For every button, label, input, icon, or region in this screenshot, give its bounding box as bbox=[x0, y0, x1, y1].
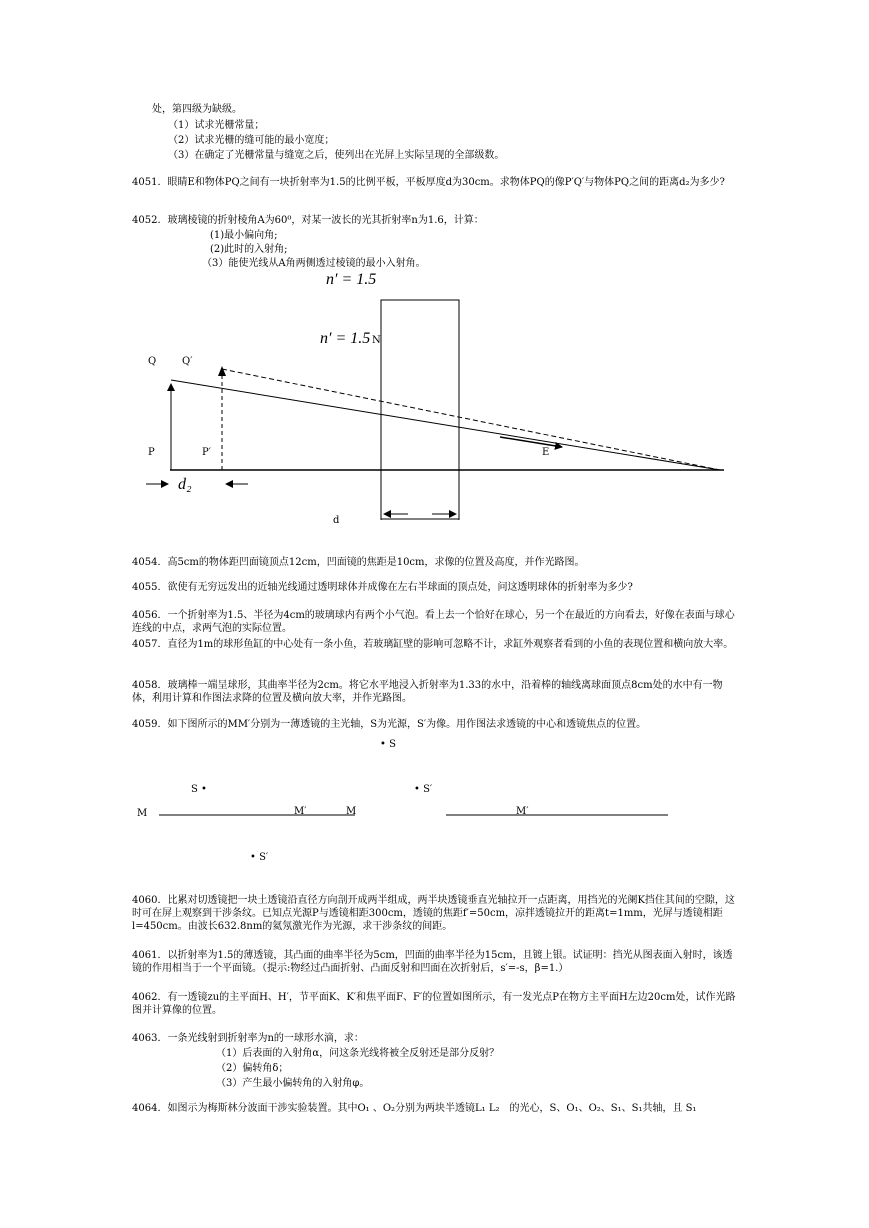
label-S-left: S • bbox=[191, 784, 207, 795]
label-M-prime-right: M′ bbox=[516, 806, 529, 817]
problem-4057: 4057．直径为1m的球形鱼缸的中心处有一条小鱼，若玻璃缸壁的影响可忽略不计，求缸外观察者看到的小鱼的表现位置和横向放大率。 bbox=[132, 639, 734, 650]
problem-4054: 4054．高5cm的物体距凹面镜顶点12cm，凹面镜的焦距是10cm，求像的位置及高度，并作光路图。 bbox=[132, 557, 585, 568]
problem-4061: 4061．以折射率为1.5的薄透镜，其凸面的曲率半径为5cm，凹面的曲率半径为15cm，且镀上银。试证明：挡光从图表面入射时，该透镜的作用相当于一个平面镜。（提示:物经过凸面折射、凸面反射和凹面在次折射后，s′=-s，β=1.） bbox=[132, 950, 733, 974]
problem-4056: 4056．一个折射率为1.5、半径为4cm的玻璃球内有两个小气泡。看上去一个恰好在球心，另一个在最近的方向看去，好像在表面与球心连线的中点，求两气泡的实际位置。 bbox=[132, 610, 735, 634]
label-M-mid: M bbox=[346, 806, 357, 817]
label-M-left: M bbox=[137, 808, 148, 819]
problem-4052-item-1: (1)最小偏向角; bbox=[210, 230, 278, 241]
ray-direction-arrow bbox=[500, 437, 562, 447]
problem-4063-head: 4063．一条光线射到折射率为n的一球形水滴，求： bbox=[132, 1033, 364, 1044]
intro-line: 处，第四级为缺级。 bbox=[152, 104, 242, 115]
problem-4051: 4051．眼睛E和物体PQ之间有一块折射率为1.5的比例平板，平板厚度d为30cm。求物体PQ的像P′Q′与物体PQ之间的距离d₂为多少? bbox=[132, 177, 725, 188]
problem-4058: 4058．玻璃棒一端呈球形，其曲率半径为2cm。将它水平地浸入折射率为1.33的水中，沿着棒的轴线离球面顶点8cm处的水中有一物体，利用计算和作图法求降的位置及横向放大率，并作光路图。 bbox=[132, 680, 723, 704]
label-S-prime-right: • S′ bbox=[414, 784, 433, 795]
problem-4064: 4064．如图示为梅斯林分波面干涉实验装置。其中O₁ 、O₂分别为两块半透镜L₁ L₂ 的光心，S、O₁、O₂、S₁、S₁共轴，且 S₁ bbox=[132, 1103, 697, 1114]
problem-4063-item-2: （2）偏转角δ； bbox=[216, 1063, 289, 1074]
problem-4060: 4060．比累对切透镜把一块土透镜沿直径方向剖开成两半组成，两半块透镜垂直光轴拉开一点距离，用挡光的光阑K挡住其间的空隙，这时可在屏上观察到干涉条纹。已知点光源P与透镜相距300cm，透镜的焦距f′=50cm，凉拌透镜拉开的距离t=1mm，光屏与透镜相距l=450cm。由波长632.8nm的氦氖激光作为光源，求干涉条纹的间距。 bbox=[132, 895, 735, 932]
n-prime-label-mid: n′ = 1.5 bbox=[320, 330, 371, 347]
problem-4055: 4055．欲使有无穷远发出的近轴光线通过透明球体并成像在左右半球面的顶点处，问这透明球体的折射率为多少? bbox=[132, 582, 633, 593]
image-arrowhead bbox=[218, 366, 226, 376]
virtual-ray bbox=[222, 369, 720, 470]
intro-item-2: （2）试求光栅的缝可能的最小宽度； bbox=[168, 135, 335, 146]
problem-4062: 4062．有一透镜zu的主平面H、H′，节平面K、K′和焦平面F、F′的位置如图所示，有一发光点P在物方主平面H左边20cm处，试作光路图并计算像的位置。 bbox=[132, 992, 736, 1016]
label-P: P bbox=[148, 447, 155, 458]
label-d: d bbox=[333, 515, 340, 526]
label-M-prime-mid: M′ bbox=[294, 806, 307, 817]
problem-4052-item-2: (2)此时的入射角; bbox=[210, 244, 288, 255]
problem-4063-item-3: （3）产生最小偏转角的入射角φ。 bbox=[216, 1078, 370, 1089]
problem-4052-item-3: （3）能使光线从A角两侧透过棱镜的最小入射角。 bbox=[202, 258, 426, 269]
problem-4059: 4059．如下图所示的MM′分别为一薄透镜的主光轴，S为光源，S′为像。用作图法求透镜的中心和透镜焦点的位置。 bbox=[132, 719, 647, 730]
intro-item-1: （1）试求光栅常量； bbox=[168, 120, 265, 131]
intro-item-3: （3）在确定了光栅常量与缝宽之后，使列出在光屏上实际呈现的全部级数。 bbox=[168, 150, 505, 161]
n-prime-label-top: n′ = 1.5 bbox=[326, 271, 377, 288]
label-Q-prime: Q′ bbox=[182, 356, 193, 367]
label-E: E bbox=[542, 447, 550, 458]
problem-4052-head: 4052．玻璃棱镜的折射棱角A为60⁰，对某一波长的光其折射率n为1.6，计算： bbox=[132, 215, 484, 226]
label-S-top: • S bbox=[380, 739, 396, 750]
real-ray bbox=[171, 380, 720, 470]
label-P-prime: P′ bbox=[202, 447, 211, 458]
problem-4063-item-1: （1）后表面的入射角α，问这条光线将被全反射还是部分反射？ bbox=[216, 1048, 500, 1059]
label-N: N bbox=[372, 335, 381, 346]
label-d2: d₂ bbox=[178, 476, 192, 493]
label-S-prime-bottom: • S′ bbox=[250, 852, 269, 863]
label-Q: Q bbox=[148, 356, 157, 367]
